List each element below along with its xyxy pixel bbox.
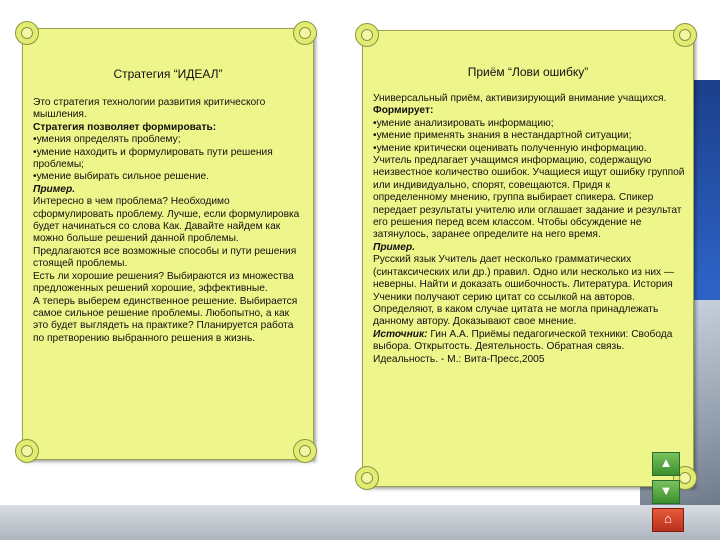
source-text: Гин А.А. Приёмы педагогической техники: Свобода выбора. Открытость. Деятельность. Обратная связь. Идеальность. - М.: Вита-Пресс,2005: [373, 328, 673, 365]
text-line: •умения определять проблему;: [33, 134, 181, 146]
nav-down-button[interactable]: [652, 480, 680, 504]
text-line: •умение выбирать сильное решение.: [33, 171, 210, 183]
source-label: Источник:: [373, 328, 428, 340]
home-button[interactable]: [652, 508, 684, 532]
text-line: •умение анализировать информацию;: [373, 117, 554, 129]
scroll-curl-icon: [355, 466, 379, 490]
scroll-curl-icon: [293, 439, 317, 463]
text-line: [373, 329, 687, 366]
text-line: Стратегия позволяет формировать:: [33, 121, 217, 133]
text-line: Учитель предлагает учащимся информацию, содержащую неизвестное количество ошибок. Учащиеся ищут ошибку группой или индивидуально, спорят, совещаются. Придя к определенному мнению, группа выбирает спикера. Спикер передает результаты учителю или оглашает задание и результат его решения перед всем классом. Чтобы обсуждение не затянулось, заранее определите на него время.: [373, 155, 685, 241]
text-line: Русский язык Учитель дает несколько грамматических (синтаксических или др.) правил. Одно или несколько из них — неверны. Найти и доказать ошибочность. Литература. История Ученики получают серию цитат со ссылкой на авторов. Определяют, в каком случае цитата не могла принадлежать данному автору. Доказывают свое мнение.: [373, 254, 675, 328]
text-line: Это стратегия технологии развития критического мышления.: [33, 97, 266, 121]
left-scroll-title: Стратегия “ИДЕАЛ”: [113, 67, 223, 81]
laptop-base: [0, 505, 720, 540]
scroll-curl-icon: [673, 23, 697, 47]
left-scroll-body: [33, 97, 305, 345]
right-scroll-title: Приём “Лови ошибку”: [467, 65, 589, 79]
text-line: Пример.: [373, 241, 416, 253]
right-scroll: [362, 30, 694, 487]
text-line: •умение критически оценивать полученную информацию.: [373, 142, 647, 154]
nav-up-button[interactable]: [652, 452, 680, 476]
text-line: Пример.: [33, 183, 76, 195]
text-line: Универсальный приём, активизирующий внимание учащихся.: [373, 93, 667, 104]
text-line: •умение находить и формулировать пути решения проблемы;: [33, 146, 273, 171]
text-line: А теперь выберем единственное решение. Выбирается самое сильное решение проблемы. Любопытно, а как это будет выглядеть на практике? Планируется работа по претворению выбранного решения в жизнь.: [33, 295, 298, 344]
left-scroll: [22, 28, 314, 460]
home-icon: ⌂: [664, 511, 672, 526]
scroll-curl-icon: [15, 439, 39, 463]
text-line: Формирует:: [373, 105, 434, 117]
down-arrow-icon: ▼: [659, 483, 673, 498]
scroll-curl-icon: [355, 23, 379, 47]
up-arrow-icon: ▲: [659, 455, 673, 470]
scroll-curl-icon: [15, 21, 39, 45]
right-scroll-body: [373, 93, 687, 366]
text-line: Интересно в чем проблема? Необходимо сформулировать проблему. Лучше, если формулировка будет начинаться со слова Как. Давайте найдем как можно больше решений данной проблемы. Предлагаются все возможные способы и пути решения стоящей проблемы.: [33, 196, 300, 270]
scroll-curl-icon: [293, 21, 317, 45]
text-line: Есть ли хорошие решения? Выбираются из множества предложенных решений хорошие, эффективные.: [33, 270, 294, 295]
text-line: •умение применять знания в нестандартной ситуации;: [373, 130, 632, 142]
